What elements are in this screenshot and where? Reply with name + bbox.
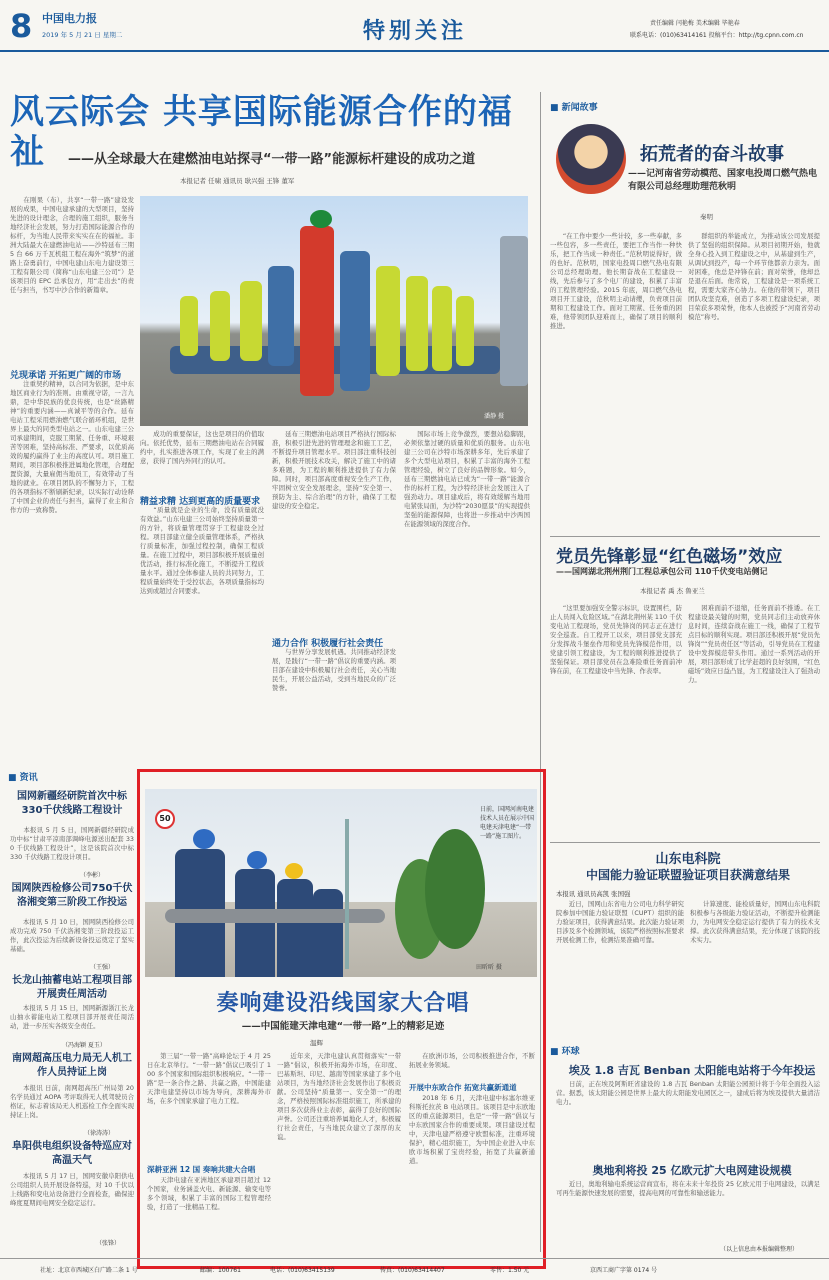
feature-subsection-1: 深耕亚洲 12 国 奏响共建大合唱: [147, 1165, 256, 1174]
lead-text-col-2b: “质量就是企业的生命，没有质量就没有效益。”山东电建三公司始终坚持质量第一的方针，将质量管理贯穿于工程建设全过程。项目部建立健全质量管理体系，严格执行质量标准，加强过程控制，确保工程质量。在施工过程中，项目部积极开展质量创优活动，推行标准化施工，不断提升工程质量水平。通过全体参建人员的共同努力，工程质量始终处于受控状态，各项质量指标均达到或超过合同要求。: [140, 506, 264, 595]
global-item-2: 奥地利将投 25 亿欧元扩大电网建设规模: [592, 1164, 792, 1177]
paper-name: 中国电力报: [42, 12, 97, 25]
feature-text-3: 2018 年 6 月，天津电建中标塞尔维亚科斯托拉茨 B 电站项目。该项目是中东欧地区的重点能源项目，也是“一带一路”倡议与中东欧国家合作的重要成果。项目建设过程中，天津电建严格遵守欧盟标准，注重环境保护，精心组织施工，为中国企业进入中东欧市场积累了宝贵经验，拓宽了共赢新通道。: [409, 1094, 535, 1165]
footer-postcode: 邮编：100761: [200, 1267, 241, 1274]
brief-credit-1: （李彬）: [80, 872, 105, 879]
news-story-label-text: 新闻故事: [561, 103, 598, 113]
news-story-title: 拓荒者的奋斗故事: [640, 144, 784, 165]
news-story-author: 秦明: [700, 213, 713, 221]
party-story-title: 党员先锋彰显“红色磁场”效应: [556, 547, 783, 567]
news-story-subtitle: ——记河南省劳动模范、国家电投周口燃气热电有限公司总经理助理范秋明: [628, 169, 818, 192]
lead-subsection-1: 兑现承诺 开拓更广阔的市场: [10, 371, 122, 381]
brief-title-5: 阜阳供电组织设备特巡应对高温天气: [12, 1141, 132, 1166]
feature-title: 奏响建设沿线国家大合唱: [216, 991, 470, 1016]
section-title: 特别关注: [362, 19, 467, 44]
page-number: 8: [10, 7, 33, 45]
news-story-text-2: 群组织的举能成立，为推动该公司发展提供了坚强的组织保障。从项目初期开始，他就全身心投入到工程建设之中，从基建到生产，从调试到投产，每一个环节他都亲力亲为。面对困难，他总是冲锋在前；面对荣誉，他却总是退在后面。他常说，工程建设是一项系统工程，需要大家齐心协力。在他的带领下，项目团队攻坚克难，创造了多项工程建设纪录，项目荣获多项荣誉，他本人也被授予“河南省劳动模范”称号。: [688, 232, 820, 321]
party-story-text-1: “这里要加强安全警示标识，设置围栏，防止人员闯入危险区域。”在湖北荆州某 110 千伏变电站工程现场，党员先锋岗的同志正在进行安全巡查。自工程开工以来，项目部党支部充分发挥战斗堡垒作用和党员先锋模范作用，以党建引领工程建设，为工程的顺利推进提供了坚强保证。项目部党员在急难险重任务面前冲锋在前，在工程建设中当先锋、作表率。: [550, 604, 682, 675]
lead-subheadline: ——从全球最大在建燃油电站探寻“一带一路”能源标杆建设的成功之道: [68, 152, 476, 167]
brief-credit-5: （张锋）: [96, 1240, 121, 1247]
page-footer: [0, 1258, 829, 1280]
brief-title-1: 国网新疆经研院首次中标330千伏线路工程设计: [17, 791, 127, 816]
brief-credit-4: （徐涛涛）: [84, 1130, 115, 1137]
global-item-1: 埃及 1.8 吉瓦 Benban 太阳能电站将于今年投运: [568, 1064, 816, 1077]
lead-text-col-3: 延布三期燃油电站项目严格执行国际标准，积极引进先进的管理理念和施工工艺，不断提升项目管理水平。项目部注重科技创新，积极开展技术攻关，解决了施工中的诸多难题，为工程的顺利推进提供了有力保障。同时，项目部高度重视安全生产工作，牢固树立安全发展理念，坚持“安全第一、预防为主、综合治理”的方针，确保了工程建设的安全稳定。: [272, 430, 396, 510]
lead-photo: [140, 196, 528, 426]
editor-line: 责任编辑 闫艳梅 美术编辑 毕艳春: [650, 20, 740, 27]
feature-subsection-2: 开展中东欧合作 拓宽共赢新通道: [409, 1083, 517, 1092]
brief-text-4: 本报讯 日前，南网超高压广州局第 20 名学员通过 AOPA 考评取得无人机驾驶员合格证，标志着该局无人机巡检工作全面实现持证上岗。: [10, 1084, 134, 1119]
lead-headline: 风云际会 共享国际能源合作的福祉: [10, 92, 513, 172]
footer-address: 社址：北京市西城区白广路二条 1 号: [40, 1267, 138, 1274]
party-story-author: 本报记者 禹 杰 鲁亚兰: [640, 587, 705, 595]
brief-credit-2: （王强）: [90, 964, 115, 971]
speed-sign-icon: 50: [155, 809, 175, 829]
brief-label-text: 资讯: [19, 773, 38, 783]
feature-text-2: 近年来，天津电建认真贯彻落实“一带一路”倡议，积极开拓海外市场，在印度、巴基斯坦、印尼、越南等国家承建了多个电站项目，为当地经济社会发展作出了积极贡献。公司坚持“质量第一、安全第一”的理念，严格按照国际标准组织施工，所承建的项目多次获得业主表彰，赢得了良好的国际声誉。公司还注重培养属地化人才，积极履行社会责任，与当地民众建立了深厚的友谊。: [277, 1052, 401, 1141]
brief-title-3: 长龙山抽蓄电站工程项目部开展责任周活动: [12, 975, 132, 1000]
footer-fax: 传真：(010)63414407: [380, 1267, 445, 1274]
lead-text-col-4: 国际市场上竞争激烈，要想站稳脚跟，必须依靠过硬的质量和优质的服务。山东电建三公司在沙特市场深耕多年，先后承建了多个大型电站项目，积累了丰富的海外工程管理经验，树立了良好的品牌形象。如今，延布三期燃油电站已成为“一带一路”能源合作的标杆工程，为沙特经济社会发展注入了强劲动力。项目建成后，将有效缓解当地用电紧张局面，为沙特“2030愿景”的实现提供坚强的能源保障，也将进一步推动中沙两国在能源领域的深度合作。: [404, 430, 530, 528]
global-label-text: 环球: [561, 1047, 580, 1057]
shandong-title: 山东电科院: [655, 852, 721, 867]
shandong-subtitle: 中国能力验证联盟验证项目获满意结果: [585, 868, 790, 882]
news-story-text-1: “在工作中要少一些计较，多一些奉献，多一些包容，多一些责任，要把工作当作一种快乐，把工作当成一种责任。”范秋明说得好，做的也好。范秋明，国家电投周口燃气热电有限公司总经理助理。他长期奋战在工程建设一线，先后参与了多个电厂的建设，积累了丰富的工程管理经验。2015 年底，周口燃气热电项目开工建设，范秋明主动请缨，负责项目前期和工程建设工作。面对工期紧、任务重的困难，他带领团队迎难而上，确保了项目的顺利推进。: [550, 232, 682, 330]
global-note: （以上信息由本报编辑整理）: [720, 1246, 799, 1253]
feature-subtitle: ——中国能建天津电建“一带一路”上的精彩足迹: [241, 1021, 445, 1032]
shandong-author: 本报讯 通讯员高凯 张国强: [556, 890, 631, 898]
lead-text-col-3b: 与世界分享发展机遇。共同推动经济发展，是践行“一带一路”倡议的重要内涵。项目部在建设中积极履行社会责任，关心当地民生，开展公益活动，受到当地民众的广泛赞誉。: [272, 648, 396, 692]
phone-line: 联系电话：(010)63414161 投稿平台：http://tg.cpnn.com.cn: [630, 32, 804, 39]
global-label: ■ 环球: [550, 1047, 580, 1057]
lead-photo-credit: 潘静 摄: [484, 413, 504, 420]
feature-text-1: 第三届“一带一路”高峰论坛于 4 月 25 日在北京举行。“一带一路”倡议已吸引了 100 多个国家和国际组织积极响应。“一带一路”是一条合作之路、共赢之路，中国能建天津电建坚持以市场为导向，深耕海外市场，在多个国家承建了电力工程。: [147, 1052, 271, 1105]
brief-credit-3: （冯海颖 夏玉）: [62, 1042, 106, 1049]
lead-subsection-2: 精益求精 达到更高的质量要求: [140, 497, 261, 507]
brief-text-1: 本报讯 5 月 5 日，国网新疆经研院成功中标“甘肃平凉南部调峰电源送出配套 330 千伏线路工程设计”，这是该院首次中标 330 千伏线路工程设计项目。: [10, 826, 134, 861]
feature-photo: [145, 789, 537, 977]
footer-phone: 电话：(010)63415139: [270, 1267, 335, 1274]
footer-printer: 京西工商广字第 0174 号: [590, 1267, 658, 1274]
lead-text-col-2: 成功的重要保证，这也是项目的价值取向。依托优势，延布三期燃油电站在合同履约中，扎实推进各项工作，实现了业主的满意，获得了国内外同行的认可。: [140, 430, 264, 465]
section-divider-2: [550, 842, 820, 843]
section-divider: [550, 536, 820, 537]
brief-label: ■ 资讯: [8, 773, 38, 783]
global-text-1: 日前，正在埃及阿斯旺省建设的 1.8 吉瓦 Benban 太阳能公园预计将于今年全面投入运营。据悉，该太阳能公园是世界上最大的太阳能发电园区之一，建成后将为埃及提供大量清洁电力。: [556, 1080, 820, 1106]
lead-text-col-1b: 注重契约精神，以合同为依据，是中东地区商业行为的准则。由重视守诺，一言九鼎，是中华民族的优良传统，也是“丝路精神”的重要内涵——真诚平等的合作。延布电站工程采用燃油燃气联合循环机组，是世界上最大的同类型电站之一。山东电建三公司承建期间，克服工期紧、任务重、环境艰苦等困难，坚持高标准、严要求，以优质高效的履约赢得了业主的高度认可。项目施工期间，项目部积极推进属地化管理，合理配置资源，大量雇佣当地员工，有效带动了当地的就业。在项目团队的不懈努力下，工程的各项指标不断刷新纪录，以实际行动诠释了中国企业的责任与担当，赢得了业主和合作方的一致称赞。: [10, 380, 134, 514]
brief-text-2: 本报讯 5 月 10 日，国网陕西检修公司成功完成 750 千伏洛湘变第三阶段投运工作，此次投运为后续新设备投运奠定了坚实基础。: [10, 918, 134, 953]
shandong-text-1: 近日，国网山东省电力公司电力科学研究院参加中国能力验证联盟（CUPT）组织的能力验证项目，获得满意结果。此次能力验证项目涉及多个检测领域，该院严格按照标准要求开展检测工作，检测结果准确可靠。: [556, 900, 684, 944]
news-story-label: ■ 新闻故事: [550, 103, 598, 113]
issue-date: 2019 年 5 月 21 日 星期二: [42, 31, 123, 39]
feature-text-3-pre: 在欧洲市场，公司积极推进合作，不断拓展业务领域。: [409, 1052, 535, 1069]
shandong-text-2: 计算速度、能检质量好，国网山东电科院积极参与各级能力验证活动，不断提升检测能力，为电网安全稳定运行提供了有力的技术支撑。此次获得满意结果，充分体现了该院的技术实力。: [690, 900, 820, 944]
lead-byline: 本报记者 任啸 通讯员 耿兴强 王锋 董军: [180, 177, 295, 185]
news-story-portrait: [556, 124, 626, 194]
feature-text-1b: 天津电建在亚洲地区承建项目超过 12 个国家，业务涵盖火电、新能源、输变电等多个领域，积累了丰富的国际工程管理经验，打造了一批精品工程。: [147, 1176, 271, 1211]
feature-author: 温辉: [310, 1039, 323, 1047]
brief-title-2: 国网陕西检修公司750千伏洛湘变第三阶段工作投运: [11, 883, 133, 908]
lead-text-col-1: 在刚果（布），共享“一带一路”建设发展的成果，中国电建承建的大型项目，坚持先进的设计理念，合理的施工组织，服务当地经济社会发展，努力打造国际能源合作的标杆，为当地人民带来实实在在的福祉。非洲大陆最大在建燃油电站——沙特延布三期 5 台 66 万千瓦机组工程在海外“筑梦”的道路上奋勇前行，中国电建山东电力建设第三工程有限公司（简称“山东电建三公司”）是该项目的 EPC 总承包方，用“走出去”的责任与担当，书写中沙合作的新篇章。: [10, 196, 134, 294]
party-story-text-2: 困难面前不退缩，任务面前不推诿。在工程建设最关键的时期，党员同志们主动放弃休息时间，连续奋战在施工一线，确保了工程节点目标的顺利实现。项目部还积极开展“党员先锋岗”“党员责任区”等活动，引导党员在工程建设中发挥模范带头作用。通过一系列活动的开展，项目部形成了比学赶超的良好氛围，“红色磁场”效应日益凸显，为工程建设注入了强劲动力。: [688, 604, 820, 684]
footer-price: 零售：1.50 元: [490, 1267, 530, 1274]
brief-text-5: 本报讯 5 月 17 日，国网安徽阜阳供电公司组织人员开展设备特巡，对 10 千伏以上线路和变电站设备进行全面检查，确保迎峰度夏期间电网安全稳定运行。: [10, 1172, 134, 1207]
party-story-subtitle: ——国网湖北荆州荆门工程总承包公司 110千伏变电站侧记: [556, 567, 768, 576]
feature-photo-caption: 日前，国网河南电建技术人员在展示中国电建天津电建“一带一路”施工图片。: [480, 806, 535, 840]
lead-subsection-3: 通力合作 积极履行社会责任: [272, 639, 384, 649]
global-text-2: 近日，奥地利输电系统运营商宣布，将在未来十年投资 25 亿欧元用于电网建设，以满足可再生能源快速发展的需要，提高电网的可靠性和输送能力。: [556, 1180, 820, 1197]
brief-title-4: 南网超高压电力局无人机工作人员持证上岗: [12, 1053, 132, 1078]
feature-photo-credit: 田昕昕 摄: [476, 964, 502, 971]
page-header: [0, 0, 829, 52]
brief-text-3: 本报讯 5 月 15 日，国网新源浙江长龙山抽水蓄能电站工程项目部开展责任周活动，进一步压实各级安全责任。: [10, 1004, 134, 1030]
